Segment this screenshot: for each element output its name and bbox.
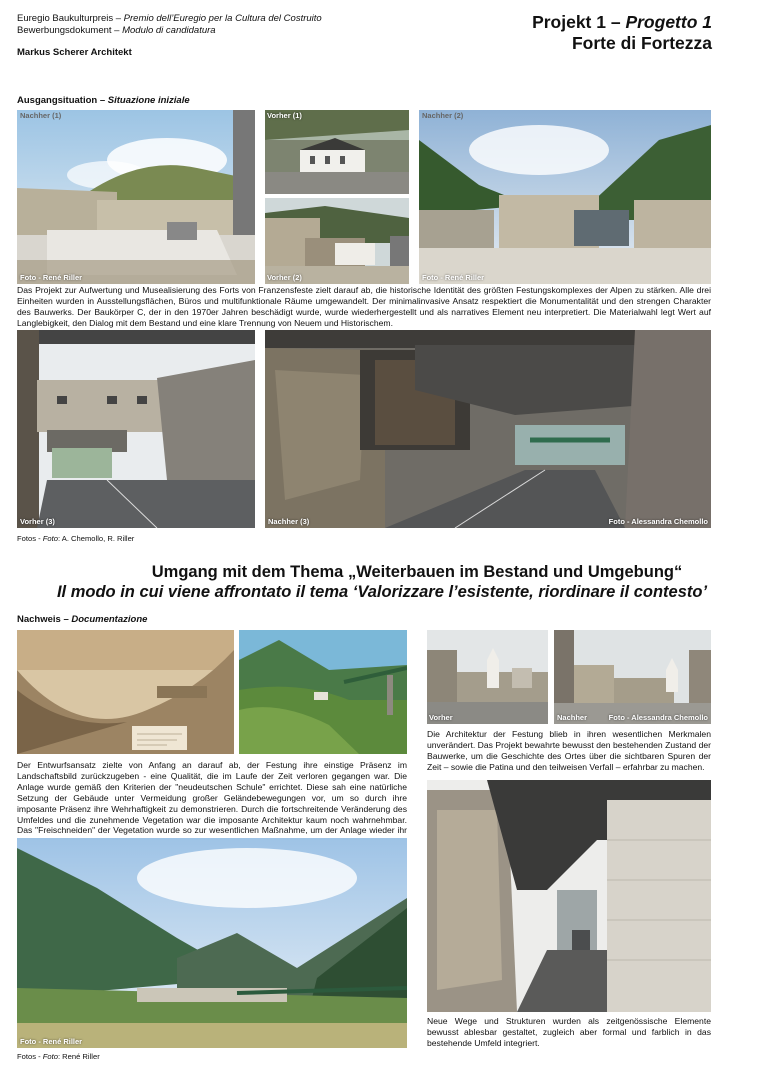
project-number-it: Progetto 1 <box>625 12 712 32</box>
prize-title-de: Euregio Baukulturpreis – <box>17 13 124 24</box>
label-after-2: Nachher (2) <box>422 111 464 120</box>
photo-credits-2-prefix: Fotos - <box>17 1052 43 1061</box>
photo-credits-1-prefix: Fotos - <box>17 534 43 543</box>
label-after-1: Nachher (1) <box>20 111 62 120</box>
credit-riller-3: Foto - René Riller <box>20 1037 83 1046</box>
photo-credits-2 <box>17 1052 100 1061</box>
photo-credits-1 <box>17 534 134 543</box>
document-type-it: Modulo di candidatura <box>122 25 216 36</box>
photo-credits-2-names: : René Riller <box>57 1052 100 1061</box>
photo-before-2 <box>265 198 409 284</box>
prize-title <box>17 13 322 25</box>
photo-after-1 <box>17 110 255 284</box>
photo-after-3 <box>265 330 711 528</box>
documentation-paragraph-right-1: Die Architektur der Festung blieb in ihren wesentlichen Merkmalen unverändert. Das Projekt bewahrte bewusst den bestehenden Zustand der Bauwerke, um die Geschichte des Ortes über die sichtbaren Spuren der Zeit – sowie die Patina und den teilweisen Verfall – erfahrbar zu machen. <box>427 729 711 772</box>
project-number <box>532 12 712 33</box>
label-before-church: Vorher <box>429 713 453 722</box>
photo-after-2 <box>419 110 711 284</box>
documentation-paragraph-left: Der Entwurfsansatz zielte von Anfang an darauf ab, der Festung ihre einstige Präsenz im Landschaftsbild zurückzugeben - eine Qualität, die im Laufe der Zeit verloren gegangen war. Die Anlage wurde gemäß den Kriterien der "neudeutschen Schule" errichtet. Diese sah eine natürliche Setzung der Gebäude unter Vermeidung großer Geländebewegungen vor, um so durch ihre imposante Präsenz ihre Wehrhaftigkeit zu demonstrieren. Durch die fortschreitende Veränderung des Umfeldes und die zunehmende Vegetation war die imposante Architektur kaum noch wahrnehmbar. Das "Freischneiden" der Vegetation wurde so zur wesentlichen Maßnahme, um der Anlage wieder ihr <box>17 760 407 836</box>
credit-chemollo-1: Foto - Alessandra Chemollo <box>608 517 708 526</box>
credit-riller-2: Foto - René Riller <box>422 273 485 282</box>
project-name: Forte di Fortezza <box>571 33 712 53</box>
photo-after-church <box>554 630 711 724</box>
photo-before-church <box>427 630 548 724</box>
architect-name: Markus Scherer Architekt <box>17 47 132 58</box>
label-after-3: Nachher (3) <box>268 517 310 526</box>
project-heading <box>532 12 712 54</box>
credit-riller-1: Foto - René Riller <box>20 273 83 282</box>
section-heading-initial <box>17 95 190 106</box>
document-type-de: Bewerbungsdokument – <box>17 25 123 36</box>
label-before-3: Vorher (3) <box>20 517 55 526</box>
photo-credits-1-it: Foto <box>42 534 58 543</box>
photo-valley-bridge <box>239 630 407 754</box>
photo-credits-2-it: Foto <box>42 1052 58 1061</box>
section-heading-initial-it: Situazione iniziale <box>107 95 190 106</box>
section-heading-documentation <box>17 614 147 625</box>
photo-before-3 <box>17 330 255 528</box>
photo-landscape <box>17 838 407 1048</box>
label-after-church: Nachher <box>557 713 588 722</box>
historic-drawing <box>17 630 234 754</box>
project-number-de: Projekt 1 – <box>532 12 626 32</box>
intro-paragraph: Das Projekt zur Aufwertung und Musealisierung des Forts von Franzensfeste zielt darauf ab, die historische Identität des größten Festungskomplexes der Alpen zu stärken. Alle drei Einheiten wurden in Ausstellungsflächen, Büros und multifunktionale Räume umgewandelt. Der minimalinvasive Ansatz respektiert die Monumentalität und den strengen Charakter des Bauwerks. Der Baukörper C, der in den 1970er Jahren beschädigt wurde, wurde wiederhergestellt und als narratives Element neu interpretiert. Die Materialwahl legt Wert auf Langlebigkeit, den Dialog mit dem Bestand und eine klare Trennung von Neuem und Historischem. <box>17 285 711 328</box>
theme-title-it: Il modo in cui viene affrontato il tema ‘Valorizzare l’esistente, riordinare il contesto’ <box>56 583 708 601</box>
label-before-1: Vorher (1) <box>267 111 302 120</box>
photo-credits-1-names: : A. Chemollo, R. Riller <box>57 534 135 543</box>
credit-chemollo-2: Foto - Alessandra Chemollo <box>608 713 708 722</box>
section-heading-documentation-it: Documentazione <box>71 614 148 625</box>
photo-before-1 <box>265 110 409 194</box>
prize-title-it: Premio dell’Euregio per la Cultura del Costruito <box>123 13 322 24</box>
documentation-paragraph-right-2: Neue Wege und Strukturen wurden als zeitgenössische Elemente bewusst ablesbar gestaltet, zugleich aber formal und farblich in das bestehende Umfeld integriert. <box>427 1016 711 1048</box>
theme-title-de: Umgang mit dem Thema „Weiterbauen im Bestand und Umgebung“ <box>151 563 683 581</box>
section-heading-documentation-de: Nachweis – <box>17 614 72 625</box>
photo-new-structures <box>427 780 711 1012</box>
section-heading-initial-de: Ausgangsituation – <box>17 95 108 106</box>
label-before-2: Vorher (2) <box>267 273 302 282</box>
document-type <box>17 25 216 37</box>
